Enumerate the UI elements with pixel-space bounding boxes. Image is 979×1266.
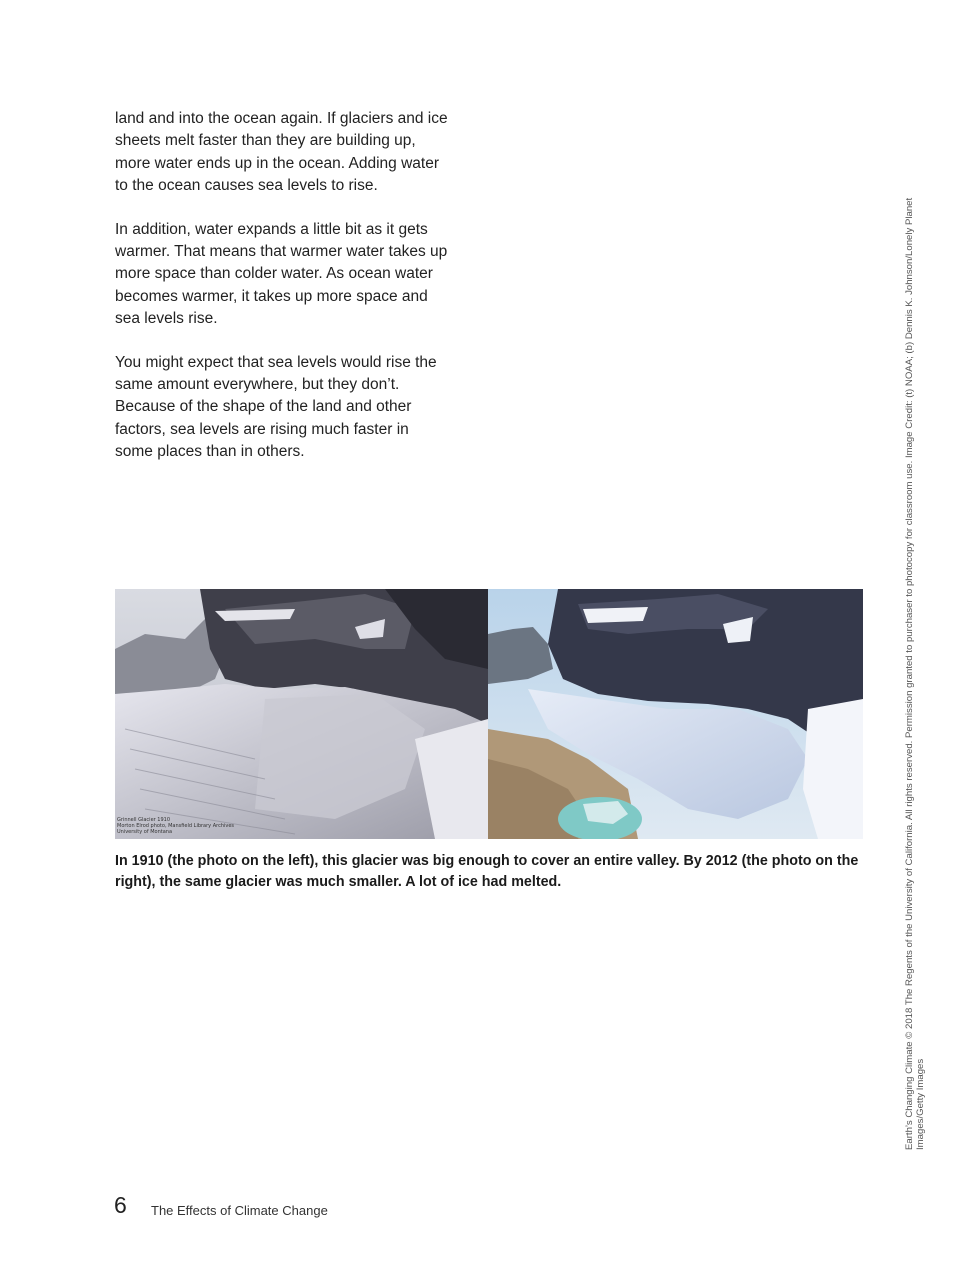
footer-title: The Effects of Climate Change: [151, 1203, 328, 1218]
body-text: [115, 108, 450, 485]
glacier-photo-1910: [115, 589, 488, 839]
paragraph-2: In addition, water expands a little bit as it gets warmer. That means that warmer water takes up more space than colder water. As ocean water becomes warmer, it takes up more space and sea levels rise.: [115, 220, 448, 328]
photo-caption: In 1910 (the photo on the left), this glacier was big enough to cover an entire valley. By 2012 (the photo on the right), the same glacier was much smaller. A lot of ice had melted.: [115, 853, 859, 890]
paragraph-3: You might expect that sea levels would rise the same amount everywhere, but they don’t. Because of the shape of the land and other factors, sea levels are rising much faster in some places than in others.: [115, 353, 437, 461]
image-credits: Earth’s Changing Climate © 2018 The Regents of the University of California. All rights reserved. Permission granted to purchaser to photocopy for classroom use. Image Credit: (t) NOAA; (b) Dennis K. Johnson/Lonely Planet Images/Getty Images: [904, 197, 926, 1150]
page-number: 6: [114, 1192, 127, 1218]
glacier-photo-2012: [488, 589, 863, 839]
paragraph-1: land and into the ocean again. If glaciers and ice sheets melt faster than they are building up, more water ends up in the ocean. Adding water to the ocean causes sea levels to rise.: [115, 110, 448, 195]
glacier-1910-image: [115, 589, 488, 839]
photo-archive-label: Grinnell Glacier 1910 Morton Elrod photo, Mansfield Library Archives University of Montana: [117, 817, 235, 835]
glacier-comparison-photos: [115, 589, 863, 839]
glacier-2012-image: [488, 589, 863, 839]
